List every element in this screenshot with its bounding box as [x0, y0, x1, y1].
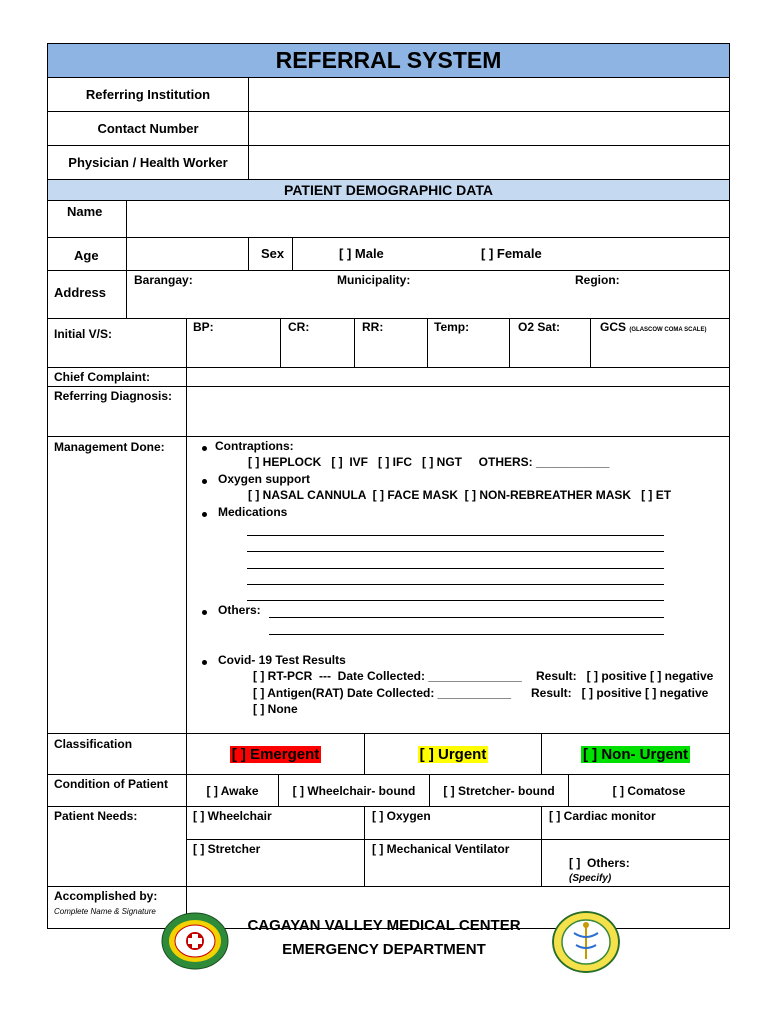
referring-institution-text: Referring Institution: [85, 87, 211, 102]
needs-others-text: [ ] Others:: [569, 856, 630, 870]
gcs-label: [600, 320, 706, 334]
comatose-option[interactable]: [ ] Comatose: [612, 783, 686, 798]
wheelchair-bound-option[interactable]: [ ] Wheelchair- bound: [292, 783, 416, 798]
antigen-option[interactable]: [ ] Antigen(RAT) Date Collected: ___________: [253, 686, 512, 700]
cr-field[interactable]: [280, 318, 355, 368]
age-label-text: Age: [74, 248, 99, 263]
sex-options: [292, 237, 730, 271]
contact-number-text: Contact Number: [97, 121, 199, 136]
management-field: [186, 436, 730, 734]
female-checkbox[interactable]: [ ] Female: [481, 246, 542, 261]
condition-label-text: Condition of Patient: [54, 777, 168, 791]
referring-institution-field[interactable]: [248, 77, 730, 112]
form-title-text: REFERRAL SYSTEM: [275, 47, 502, 73]
gcs-text: GCS: [600, 320, 627, 334]
referral-form: [47, 43, 730, 929]
stretcher-bound-option[interactable]: [ ] Stretcher- bound: [443, 783, 555, 798]
chief-complaint-text: Chief Complaint:: [54, 370, 150, 384]
covid-test-label: Covid- 19 Test Results: [218, 653, 346, 667]
rt-pcr-result[interactable]: Result: [ ] positive [ ] negative: [536, 669, 714, 683]
condition-stretcher-cell[interactable]: [429, 774, 569, 807]
needs-oxygen-cell[interactable]: [364, 806, 542, 840]
age-label: [47, 237, 127, 271]
gcs-note: (GLASCOW COMA SCALE): [629, 327, 707, 333]
covid-none-option[interactable]: [ ] None: [253, 702, 298, 716]
cr-label: CR:: [288, 320, 310, 334]
bullet-icon: [202, 479, 207, 484]
physician-label: [47, 145, 249, 180]
others-label: Others:: [218, 603, 261, 617]
footer-department-name: EMERGENCY DEPARTMENT: [282, 941, 486, 958]
bullet-icon: [202, 610, 207, 615]
contraptions-options[interactable]: [ ] HEPLOCK [ ] IVF [ ] IFC [ ] NGT OTHERS: ___________: [248, 455, 610, 469]
referring-diagnosis-text: Referring Diagnosis:: [54, 389, 173, 403]
bullet-icon: [202, 512, 207, 517]
others-line[interactable]: [269, 634, 664, 635]
address-field[interactable]: [126, 270, 730, 319]
medications-line[interactable]: [247, 600, 664, 601]
management-label: [47, 436, 187, 734]
physician-field[interactable]: [248, 145, 730, 180]
needs-specify-text: (Specify): [569, 873, 612, 884]
referring-diagnosis-field[interactable]: [186, 386, 730, 437]
medications-line[interactable]: [247, 535, 664, 536]
needs-stretcher-option[interactable]: [ ] Stretcher: [193, 842, 261, 856]
medications-line[interactable]: [247, 551, 664, 552]
needs-stretcher-cell[interactable]: [186, 839, 365, 887]
non-urgent-option[interactable]: [ ] Non- Urgent: [583, 745, 688, 763]
name-label-text: Name: [67, 204, 103, 219]
form-title: [47, 43, 730, 78]
physician-text: Physician / Health Worker: [68, 155, 228, 170]
antigen-result[interactable]: Result: [ ] positive [ ] negative: [531, 686, 709, 700]
classification-emergent-cell[interactable]: [186, 733, 365, 775]
o2-sat-label: O2 Sat:: [518, 320, 561, 334]
needs-wheelchair-option[interactable]: [ ] Wheelchair: [193, 809, 272, 823]
awake-option[interactable]: [ ] Awake: [206, 783, 259, 798]
barangay-label: Barangay:: [134, 273, 193, 287]
management-label-text: Management Done:: [54, 440, 165, 454]
chief-complaint-field[interactable]: [186, 367, 730, 387]
region-label: Region:: [575, 273, 620, 287]
medications-line[interactable]: [247, 568, 664, 569]
needs-others-cell[interactable]: [541, 839, 730, 887]
rr-label: RR:: [362, 320, 384, 334]
male-checkbox[interactable]: [ ] Male: [339, 246, 384, 261]
urgent-option[interactable]: [ ] Urgent: [419, 745, 487, 763]
classification-urgent-cell[interactable]: [364, 733, 542, 775]
needs-wheelchair-cell[interactable]: [186, 806, 365, 840]
patient-needs-label: [47, 806, 187, 887]
contraptions-label: Contraptions:: [215, 439, 294, 453]
contact-number-field[interactable]: [248, 111, 730, 146]
condition-wheelchair-cell[interactable]: [278, 774, 430, 807]
bullet-icon: [202, 446, 207, 451]
condition-awake-cell[interactable]: [186, 774, 279, 807]
condition-comatose-cell[interactable]: [568, 774, 730, 807]
accomplished-sub-text: Complete Name & Signature: [54, 907, 156, 916]
condition-label: [47, 774, 187, 807]
name-label: [47, 200, 127, 238]
emergent-option[interactable]: [ ] Emergent: [231, 745, 320, 763]
temp-label: Temp:: [434, 320, 470, 334]
sex-label: [248, 237, 293, 271]
referring-diagnosis-label: [47, 386, 187, 437]
oxygen-support-options[interactable]: [ ] NASAL CANNULA [ ] FACE MASK [ ] NON-REBREATHER MASK [ ] ET: [248, 488, 672, 502]
bp-field[interactable]: [186, 318, 281, 368]
needs-ventilator-cell[interactable]: [364, 839, 542, 887]
accomplished-label-text: Accomplished by:: [54, 889, 158, 903]
bullet-icon: [202, 660, 207, 665]
contact-number-label: [47, 111, 249, 146]
gcs-field[interactable]: [590, 318, 730, 368]
needs-ventilator-option[interactable]: [ ] Mechanical Ventilator: [372, 842, 510, 856]
o2-sat-field[interactable]: [509, 318, 591, 368]
chief-complaint-label: [47, 367, 187, 387]
age-field[interactable]: [126, 237, 249, 271]
needs-oxygen-option[interactable]: [ ] Oxygen: [372, 809, 431, 823]
rt-pcr-option[interactable]: [ ] RT-PCR --- Date Collected: ______________: [253, 669, 522, 683]
sex-label-text: Sex: [261, 246, 285, 261]
classification-non-urgent-cell[interactable]: [541, 733, 730, 775]
section-title-text: PATIENT DEMOGRAPHIC DATA: [284, 182, 493, 198]
medications-label: Medications: [218, 505, 288, 519]
patient-needs-text: Patient Needs:: [54, 809, 138, 823]
address-label-text: Address: [54, 285, 107, 300]
municipality-label: Municipality:: [337, 273, 411, 287]
bp-label: BP:: [193, 320, 214, 334]
needs-cardiac-monitor-option[interactable]: [ ] Cardiac monitor: [549, 809, 656, 823]
vital-signs-text: Initial V/S:: [54, 327, 113, 341]
needs-cardiac-cell[interactable]: [541, 806, 730, 840]
temp-field[interactable]: [427, 318, 510, 368]
oxygen-support-label: Oxygen support: [218, 472, 311, 486]
section-title: [47, 179, 730, 201]
footer-institution-name: CAGAYAN VALLEY MEDICAL CENTER: [247, 917, 521, 934]
referring-institution-label: [47, 77, 249, 112]
vital-signs-label: [47, 318, 187, 368]
address-label: [47, 270, 127, 319]
medications-line[interactable]: [247, 584, 664, 585]
others-line[interactable]: [269, 617, 664, 618]
classification-label: [47, 733, 187, 775]
classification-label-text: Classification: [54, 737, 133, 751]
name-field[interactable]: [126, 200, 730, 238]
rr-field[interactable]: [354, 318, 428, 368]
